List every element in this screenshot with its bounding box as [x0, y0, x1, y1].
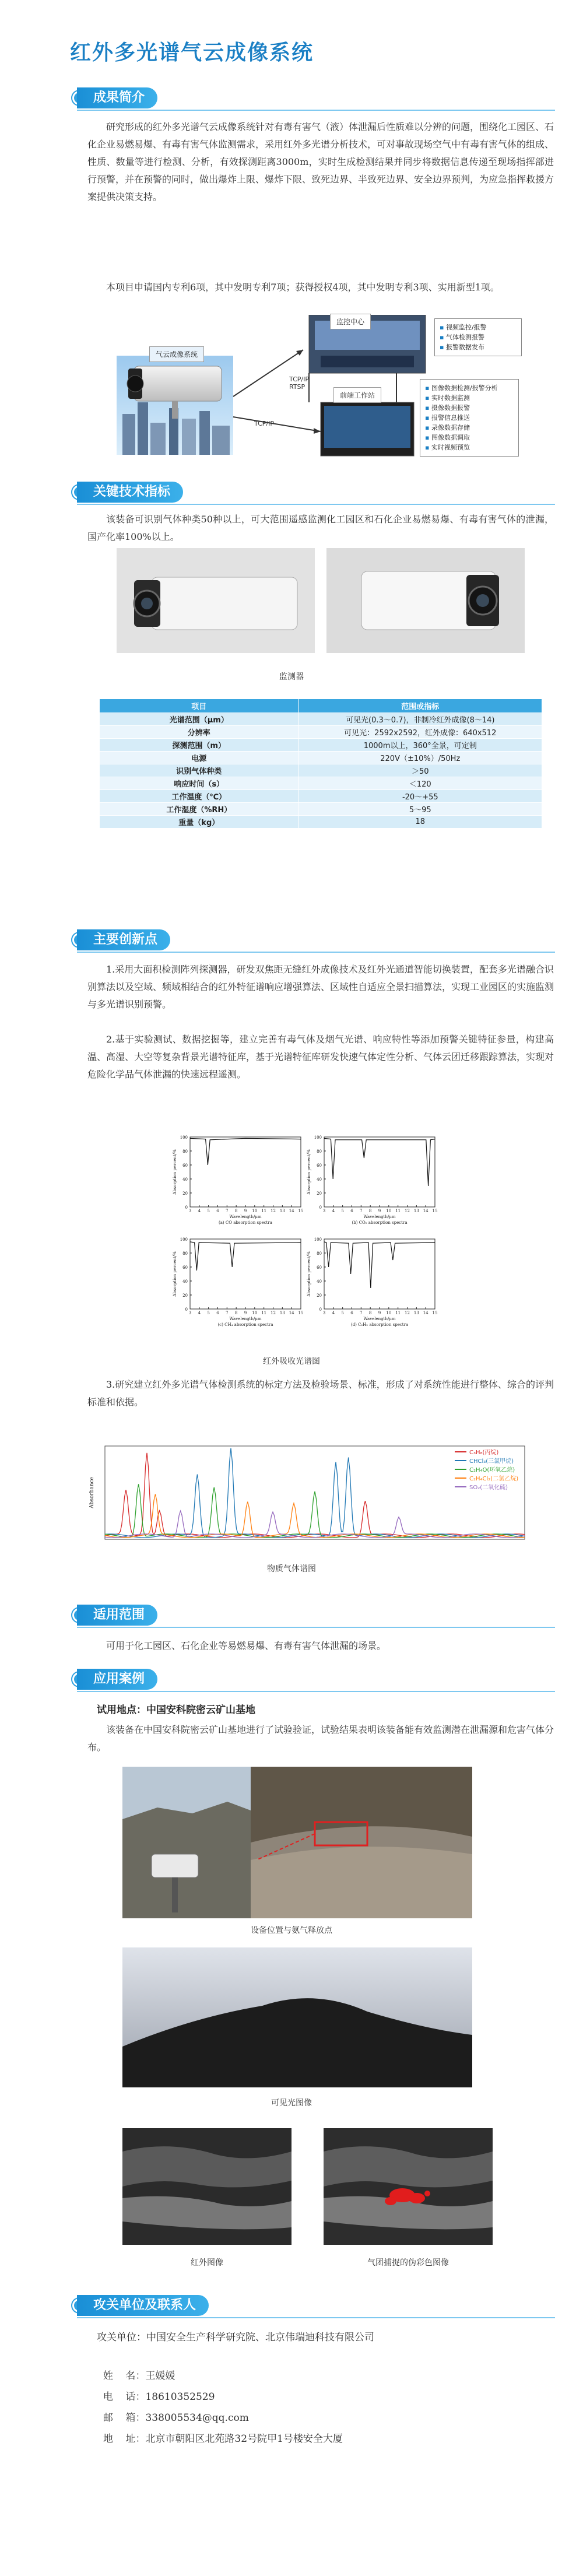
spec-key: 探测范围（m） [100, 739, 299, 752]
absorption-caption: 红外吸收光谱图 [263, 1357, 320, 1366]
x-tick-label: 15 [432, 1209, 438, 1213]
x-tick-label: 5 [341, 1311, 344, 1315]
section-contact-title: 攻关单位及联系人 [77, 2295, 209, 2316]
contact-name-label: 姓 名： [103, 2370, 146, 2382]
x-tick-label: 15 [298, 1311, 304, 1315]
y-tick-label: 100 [314, 1135, 322, 1140]
x-tick-label: 3 [322, 1209, 326, 1213]
x-tick-label: 4 [332, 1209, 335, 1213]
section-rule [77, 1691, 555, 1692]
x-tick-label: 13 [413, 1209, 419, 1213]
contact-address [97, 2413, 343, 2448]
spec-table-header: 范围或指标 [298, 699, 542, 713]
case-photo-infrared-graphic [122, 2128, 292, 2245]
y-tick-label: 40 [182, 1177, 188, 1182]
spec-key: 电源 [100, 752, 299, 764]
workstation-bullets [420, 379, 519, 457]
spec-table-header-row [100, 699, 542, 713]
x-tick-label: 10 [252, 1311, 258, 1315]
y-axis-label: Absorbance [89, 1477, 95, 1508]
contact-unit-label: 攻关单位： [97, 2332, 146, 2343]
x-tick-label: 7 [226, 1311, 229, 1315]
spectrum-panel-frame [324, 1239, 435, 1309]
x-tick-label: 6 [216, 1311, 219, 1315]
workstation-bullet: ▪ 图像数据检测/报警分析 [425, 383, 514, 393]
y-tick-label: 100 [180, 1135, 188, 1140]
contact-address-value: 北京市朝阳区北苑路32号院甲1号楼安全大厦 [145, 2433, 343, 2445]
y-tick-label: 20 [317, 1191, 322, 1196]
y-tick-label: 80 [182, 1251, 188, 1256]
link-label-tcp-rtsp: TCP/IP RTSP [289, 375, 309, 391]
spec-key: 重量（kg） [100, 816, 299, 829]
x-tick-label: 5 [207, 1311, 210, 1315]
x-tick-label: 6 [216, 1209, 219, 1213]
x-tick-label: 8 [234, 1311, 238, 1315]
contact-email-value[interactable]: 338005534@qq.com [145, 2412, 249, 2424]
spec-table-header: 项目 [100, 699, 299, 713]
console-desk [321, 356, 414, 367]
scope-paragraph: 可用于化工园区、石化企业等易燃易爆、有毒有害气体泄漏的场景。 [106, 1640, 387, 1651]
monitor-bullet: ▪ 报警数据发布 [440, 342, 517, 352]
section-case-header [77, 1669, 555, 1692]
y-tick-label: 0 [185, 1307, 188, 1312]
panel-x-axis-label: Wavelength/μm [229, 1215, 262, 1219]
gas-spectrum-chart [87, 1440, 531, 1557]
x-tick-label: 3 [322, 1311, 326, 1315]
x-tick-label: 12 [405, 1209, 410, 1213]
panel-title: (b) CO₂ absorption spectra [352, 1220, 408, 1225]
panel-x-axis-label: Wavelength/μm [363, 1317, 396, 1321]
panel-y-axis-label: Absorption percent/% [307, 1251, 311, 1297]
case-photo-infrared-caption: 红外图像 [191, 2258, 223, 2268]
spec-value: 1000m以上，360°全景，可定制 [298, 739, 542, 752]
y-tick-label: 40 [317, 1279, 322, 1284]
case-photo-site-graphic [122, 1767, 472, 1918]
spec-value: 可见光(0.3～0.7)，非制冷红外成像(8～14) [298, 713, 542, 726]
table-row [100, 713, 542, 726]
panel-y-axis-label: Absorption percent/% [173, 1251, 177, 1297]
x-tick-label: 5 [207, 1209, 210, 1213]
spec-value: 可见光：2592x2592，红外成像：640x512 [298, 726, 542, 739]
y-tick-label: 20 [182, 1191, 188, 1196]
table-row [100, 816, 542, 829]
section-rule [77, 504, 555, 505]
intro-paragraph-1: 研究形成的红外多光谱气云成像系统针对有毒有害气（液）体泄漏后性质难以分辨的问题，围绕化工园区、石化企业易燃易爆、有毒有害气体监测需求，采用红外多光谱分析技术，可对事故现场空气中有毒有害气体的组成、性质、数量等进行检测、分析，有效探测距离3000m，实时生成检测结果并同步将数据信息传递至现场指挥部进行预警，并在预警的同时，做出爆炸上限、爆炸下限、致死边界、半致死边界、安全边界预判，为应急指挥救援方案提供决策支持。 [87, 121, 554, 202]
absorption-spectra-figure [167, 1131, 447, 1341]
camera-label: 气云成像系统 [149, 346, 204, 362]
case-photo-visible-graphic [122, 1947, 472, 2087]
table-row [100, 726, 542, 739]
table-row [100, 803, 542, 816]
section-rule [77, 2317, 555, 2318]
contact-unit-value: 中国安全生产科学研究院、北京伟瑞迪科技有限公司 [146, 2332, 374, 2343]
monitor-bullet: ▪ 视频监控/报警 [440, 322, 517, 332]
spec-key: 识别气体种类 [100, 764, 299, 777]
spectrum-panel-frame [190, 1239, 301, 1309]
spec-key: 工作温度（℃） [100, 790, 299, 803]
x-tick-label: 13 [413, 1311, 419, 1315]
y-tick-label: 20 [182, 1293, 188, 1298]
link-line [233, 417, 321, 431]
x-tick-label: 7 [360, 1209, 363, 1213]
y-tick-label: 0 [319, 1205, 322, 1210]
y-tick-label: 100 [180, 1237, 188, 1242]
x-tick-label: 9 [244, 1209, 247, 1213]
legend-label: C₂H₄Cl₂(二氯乙烷) [469, 1476, 519, 1482]
section-scope-title: 适用范围 [77, 1605, 157, 1626]
y-tick-label: 80 [317, 1251, 322, 1256]
x-tick-label: 4 [198, 1209, 201, 1213]
x-tick-label: 10 [386, 1311, 392, 1315]
table-row [100, 752, 542, 764]
legend-label: CHCl₃(三氯甲烷) [469, 1458, 514, 1465]
x-tick-label: 9 [378, 1209, 381, 1213]
intro-paragraph-2: 本项目申请国内专利6项，其中发明专利7项；获得授权4项，其中发明专利3项、实用新型1项。 [106, 282, 500, 293]
x-tick-label: 9 [244, 1311, 247, 1315]
section-intro-title: 成果简介 [77, 87, 157, 108]
panel-x-axis-label: Wavelength/μm [229, 1317, 262, 1321]
section-scope-header [77, 1605, 555, 1628]
spec-value: 18 [298, 816, 542, 829]
spec-key: 工作湿度（%RH） [100, 803, 299, 816]
case-site-label: 试用地点：中国安科院密云矿山基地 [97, 1704, 255, 1716]
x-tick-label: 10 [386, 1209, 392, 1213]
section-rule [77, 110, 555, 111]
case-photo-pseudocolor-graphic [324, 2128, 493, 2245]
x-tick-label: 5 [341, 1209, 344, 1213]
x-tick-label: 11 [261, 1209, 267, 1213]
y-tick-label: 80 [182, 1149, 188, 1154]
section-innovation-header [77, 929, 555, 953]
case-photo-pseudocolor-caption: 气团捕捉的伪彩色图像 [367, 2258, 449, 2268]
x-tick-label: 8 [234, 1209, 238, 1213]
spec-value: ＞50 [298, 764, 542, 777]
table-row [100, 777, 542, 790]
workstation-bullet: ▪ 录像数据存储 [425, 423, 514, 433]
spectrum-panel-frame [190, 1137, 301, 1207]
case-photo-site-caption: 设备位置与氨气释放点 [251, 1926, 332, 1935]
case-photo-visible-caption: 可见光图像 [271, 2098, 312, 2108]
y-tick-label: 40 [317, 1177, 322, 1182]
y-tick-label: 60 [182, 1163, 188, 1168]
panel-x-axis-label: Wavelength/μm [363, 1215, 396, 1219]
x-tick-label: 11 [261, 1311, 267, 1315]
workstation-label: 前端工作站 [333, 387, 381, 403]
contact-phone-label: 电 话： [103, 2391, 146, 2403]
x-tick-label: 6 [350, 1311, 353, 1315]
monitor-bullet: ▪ 气体检测报警 [440, 332, 517, 342]
contact-email-label: 邮 箱： [103, 2412, 146, 2424]
workstation-bullet: ▪ 图像数据调取 [425, 433, 514, 443]
innovation-paragraph-1: 1.采用大面积检测阵列探测器，研发双焦距无缝红外成像技术及红外光通道智能切换装置，配套多光谱融合识别算法以及空域、频域相结合的红外特征谱响应增强算法、区域性自适应全景扫描算法，实现工业园区的实施监测与多光谱识别预警。 [87, 964, 554, 1010]
x-tick-label: 14 [289, 1311, 294, 1315]
y-tick-label: 0 [185, 1205, 188, 1210]
y-tick-label: 100 [314, 1237, 322, 1242]
section-specs-header [77, 482, 555, 505]
panel-title: (a) CO absorption spectra [219, 1220, 272, 1225]
y-tick-label: 60 [182, 1265, 188, 1270]
section-specs-title: 关键技术指标 [77, 482, 183, 503]
contact-name-value: 王媛媛 [145, 2370, 175, 2382]
contact-address-label: 地 址： [103, 2433, 146, 2445]
x-tick-label: 11 [395, 1209, 401, 1213]
detector-caption: 监测器 [279, 672, 304, 682]
x-tick-label: 7 [360, 1311, 363, 1315]
spec-key: 响应时间（s） [100, 777, 299, 790]
workstation-bullet: ▪ 报警信息推送 [425, 413, 514, 423]
x-tick-label: 14 [423, 1311, 429, 1315]
section-case-title: 应用案例 [77, 1669, 157, 1690]
link-label-tcp: TCP/IP [254, 420, 274, 427]
workstation-bullet: ▪ 实时视频预览 [425, 443, 514, 452]
y-tick-label: 80 [317, 1149, 322, 1154]
x-tick-label: 11 [395, 1311, 401, 1315]
x-tick-label: 8 [368, 1311, 372, 1315]
spec-key: 分辨率 [100, 726, 299, 739]
spec-value: 220V（±10%）/50Hz [298, 752, 542, 764]
workstation-bullet: ▪ 实时数据监测 [425, 393, 514, 403]
section-rule [77, 952, 555, 953]
case-paragraph: 该装备在中国安科院密云矿山基地进行了试验验证，试验结果表明该装备能有效监测潜在泄漏源和危害气体分布。 [87, 1724, 554, 1753]
case-photo-site [122, 1767, 472, 1918]
section-contact-header [77, 2295, 555, 2318]
gas-spectrum-graphic [87, 1440, 531, 1557]
panel-y-axis-label: Absorption percent/% [307, 1149, 311, 1195]
x-tick-label: 13 [279, 1209, 285, 1213]
legend-label: C₂H₄O(环氧乙烷) [469, 1467, 515, 1473]
table-row [100, 764, 542, 777]
table-row [100, 790, 542, 803]
innovation-paragraph-3: 3.研究建立红外多光谱气体检测系统的标定方法及检验场景、标准，形成了对系统性能进行整体、综合的评判标准和依据。 [87, 1379, 554, 1408]
y-tick-label: 40 [182, 1279, 188, 1284]
x-tick-label: 12 [271, 1209, 276, 1213]
panel-y-axis-label: Absorption percent/% [173, 1149, 177, 1195]
x-tick-label: 14 [289, 1209, 294, 1213]
system-diagram [117, 315, 525, 461]
contact-unit [97, 2329, 374, 2346]
spec-table [99, 699, 542, 829]
legend-label: C₃H₈(丙烷) [469, 1450, 499, 1456]
x-tick-label: 9 [378, 1311, 381, 1315]
x-tick-label: 13 [279, 1311, 285, 1315]
detector-photos [117, 548, 525, 653]
table-row [100, 739, 542, 752]
workstation-bullet: ▪ 摄像数据报警 [425, 403, 514, 413]
arrow-icon [296, 350, 303, 356]
y-tick-label: 60 [317, 1265, 322, 1270]
monitor-center-label: 监控中心 [330, 314, 371, 329]
x-tick-label: 14 [423, 1209, 429, 1213]
legend-label: SO₂(二氧化硫) [469, 1484, 508, 1491]
case-photo-infrared [122, 2128, 292, 2245]
x-tick-label: 4 [198, 1311, 201, 1315]
spec-key: 光谱范围（μm） [100, 713, 299, 726]
panel-title: (c) CH₄ absorption spectra [217, 1322, 273, 1327]
spectrum-panel-frame [324, 1137, 435, 1207]
spec-value: 5～95 [298, 803, 542, 816]
workstation-screen [324, 406, 410, 448]
detector-photos-graphic [117, 548, 525, 653]
x-tick-label: 3 [188, 1311, 192, 1315]
x-tick-label: 7 [226, 1209, 229, 1213]
case-photo-visible [122, 1947, 472, 2087]
contact-phone-value: 18610352529 [145, 2391, 215, 2403]
case-photo-pseudocolor [324, 2128, 493, 2245]
monitor-bullets [434, 318, 522, 356]
gas-spectrum-caption: 物质气体谱图 [267, 1564, 316, 1574]
x-tick-label: 4 [332, 1311, 335, 1315]
absorption-spectra-graphic [167, 1131, 447, 1341]
panel-title: (d) C₂H₂ absorption spectra [350, 1322, 409, 1327]
spec-value: ＜120 [298, 777, 542, 790]
x-tick-label: 8 [368, 1209, 372, 1213]
x-tick-label: 15 [432, 1311, 438, 1315]
x-tick-label: 12 [271, 1311, 276, 1315]
y-tick-label: 20 [317, 1293, 322, 1298]
page-title: 红外多光谱气云成像系统 [70, 41, 314, 65]
x-tick-label: 3 [188, 1209, 192, 1213]
spec-value: -20～+55 [298, 790, 542, 803]
x-tick-label: 12 [405, 1311, 410, 1315]
section-innovation-title: 主要创新点 [77, 929, 170, 950]
y-tick-label: 60 [317, 1163, 322, 1168]
x-tick-label: 6 [350, 1209, 353, 1213]
section-intro-header [77, 87, 555, 111]
section-rule [77, 1627, 555, 1628]
x-tick-label: 10 [252, 1209, 258, 1213]
innovation-paragraph-2: 2.基于实验测试、数据挖掘等，建立完善有毒气体及烟气光谱、响应特性等添加预警关键特征参量，构建高温、高湿、大空等复杂背景光谱特征库，基于光谱特征库研发快速气体定性分析、气体云团迁移跟踪算法，实现对危险化学品气体泄漏的快速远程遥测。 [87, 1034, 554, 1080]
specs-paragraph: 该装备可识别气体种类50种以上，可大范围遥感监测化工园区和石化企业易燃易爆、有毒有害气体的泄漏，国产化率100%以上。 [87, 514, 554, 542]
y-tick-label: 0 [319, 1307, 322, 1312]
x-tick-label: 15 [298, 1209, 304, 1213]
